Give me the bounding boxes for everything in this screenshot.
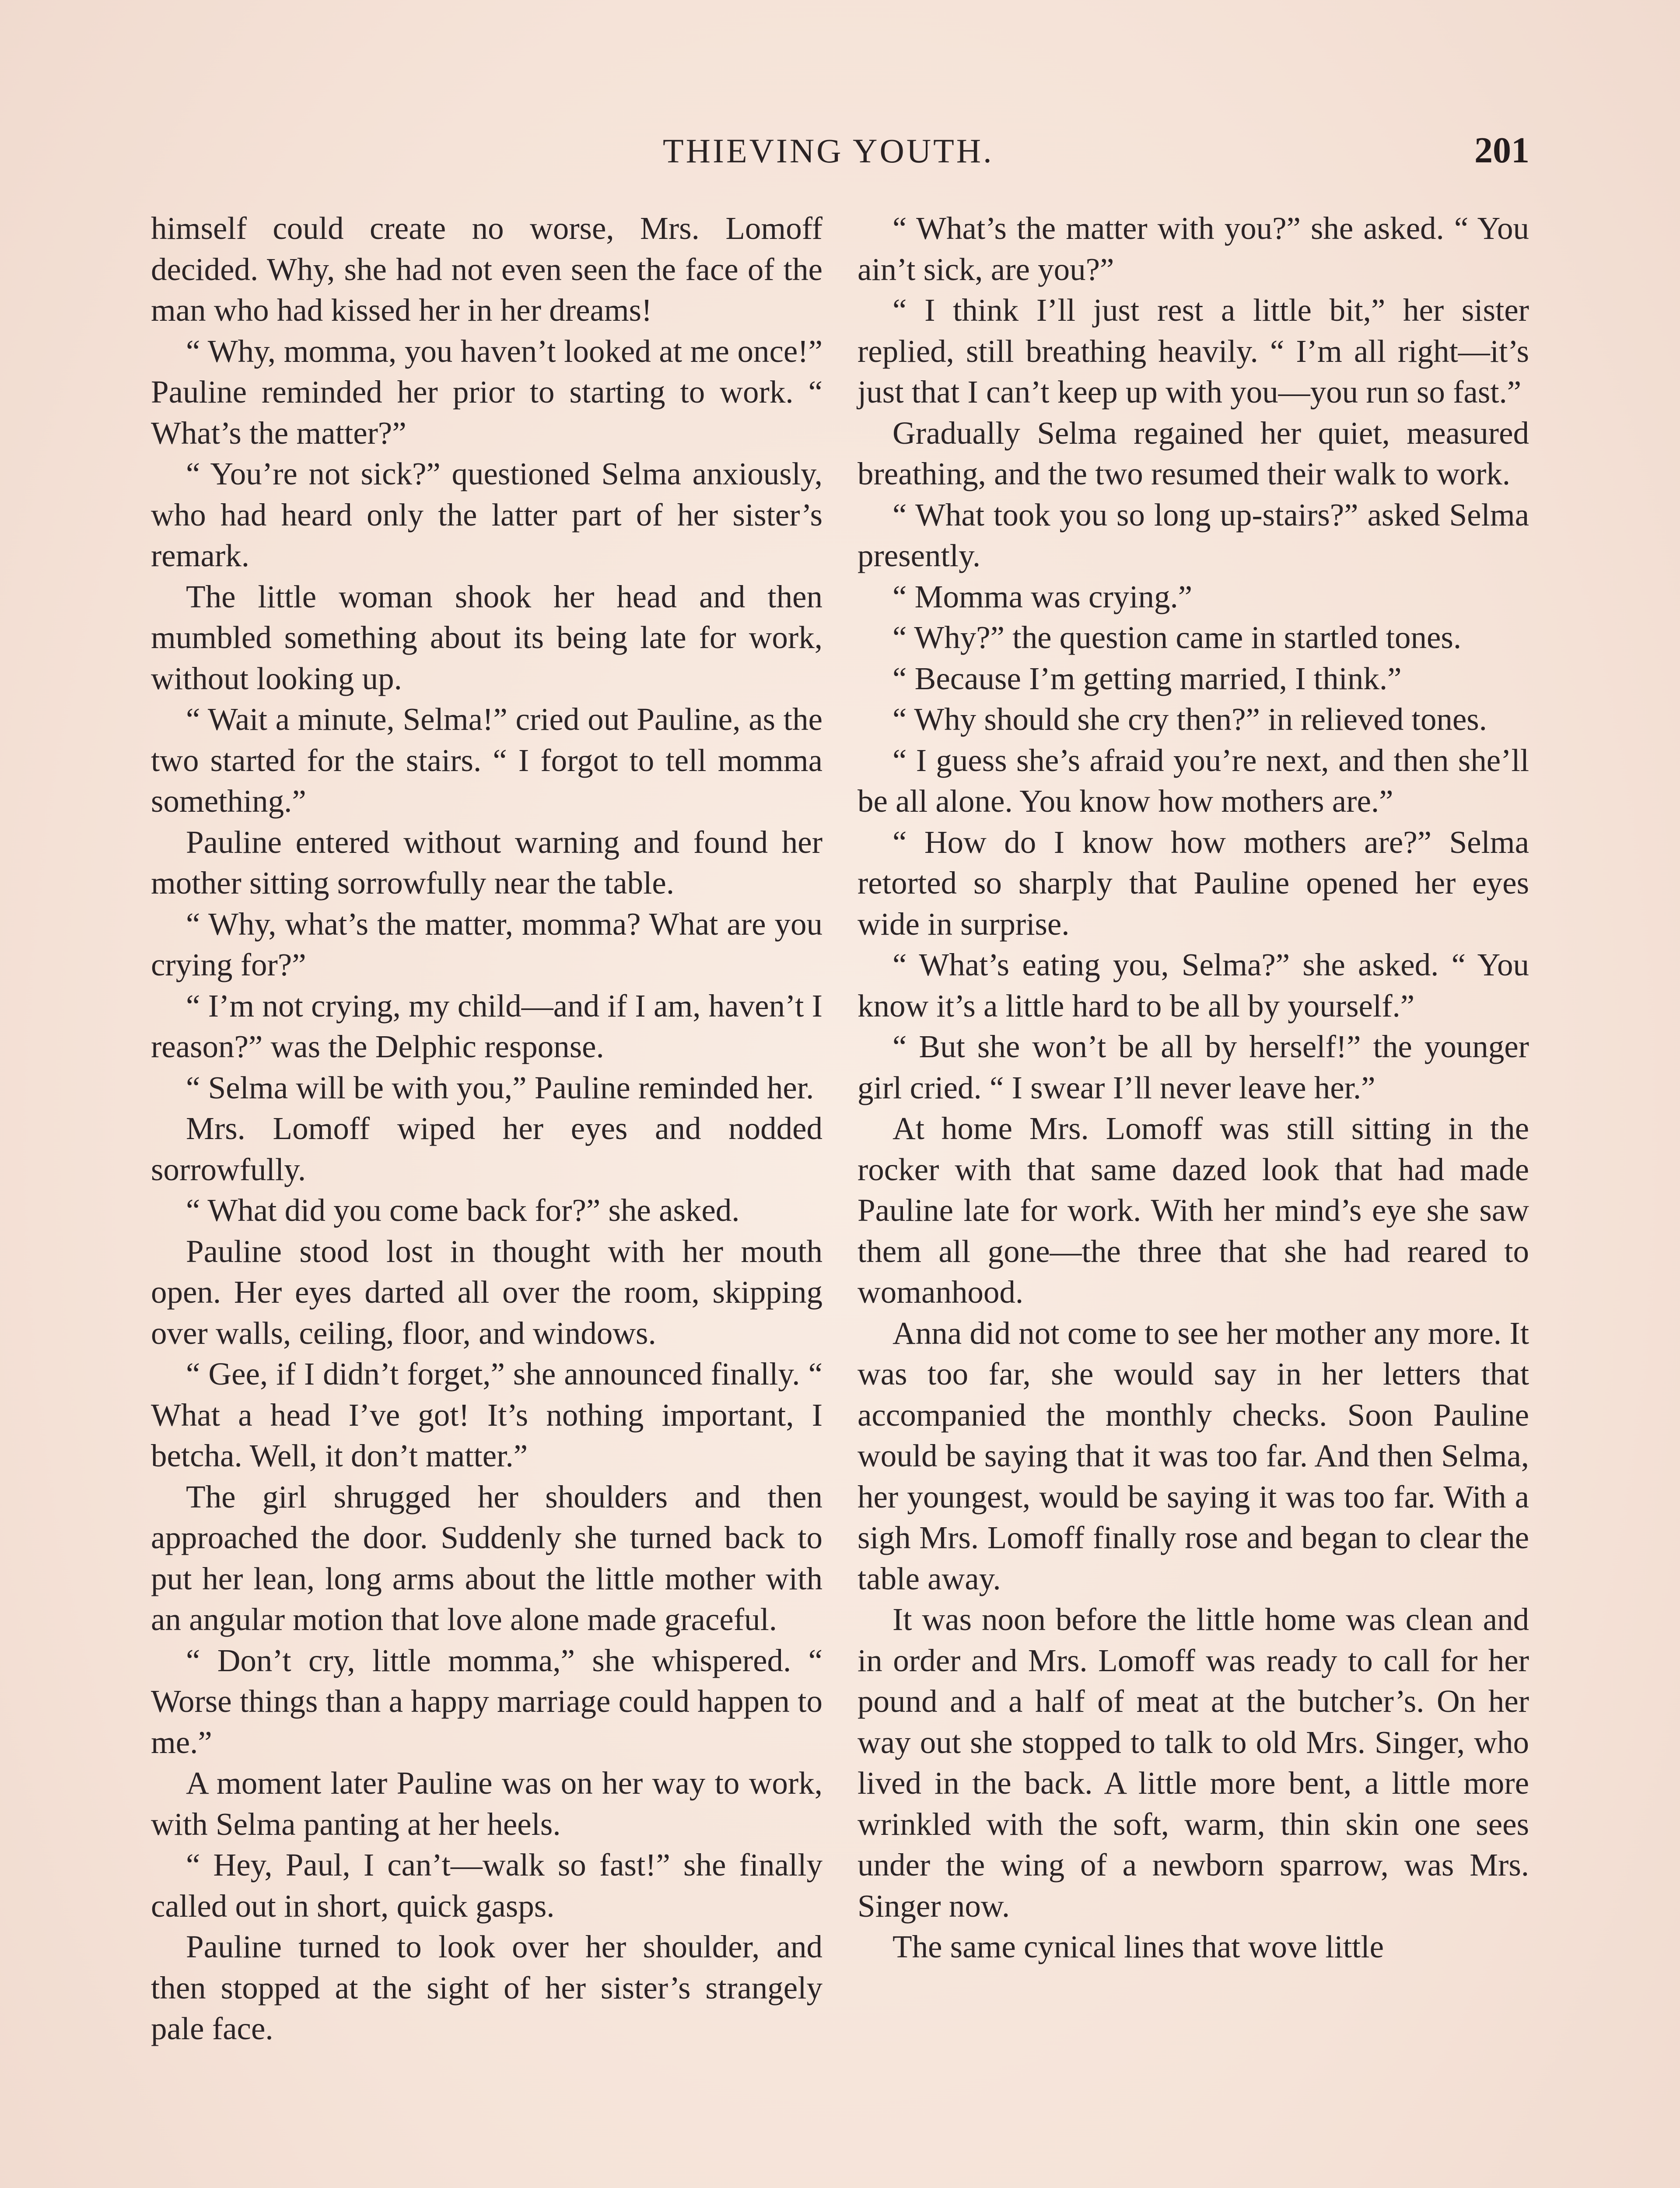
paragraph: At home Mrs. Lomoff was still sitting in the rocker with that same dazed look that had made Pauline late for work. With her mind’s eye she saw them all gone—the three that she had reared to womanhood. (858, 1111, 1529, 1310)
paragraph: “ Why?” the question came in startled tones. (892, 620, 1462, 655)
paragraph: “ But she won’t be all by herself!” the younger girl cried. “ I swear I’ll never leave her.” (858, 1029, 1529, 1105)
right-text-column (858, 208, 1529, 1967)
paragraph: Pauline turned to look over her shoulder, and then stopped at the sight of her sister’s strangely pale face. (151, 1929, 822, 2046)
paragraph: “ Wait a minute, Selma!” cried out Pauline, as the two started for the stairs. “ I forgot to tell momma something.” (151, 701, 822, 819)
paragraph: “ Why should she cry then?” in relieved tones. (892, 701, 1487, 737)
paragraph: “ Hey, Paul, I can’t—walk so fast!” she finally called out in short, quick gasps. (151, 1847, 822, 1924)
paragraph: Pauline stood lost in thought with her mouth open. Her eyes darted all over the room, skipping over walls, ceiling, floor, and windows. (151, 1233, 822, 1351)
left-text-column (151, 208, 822, 2049)
page-number: 201 (1474, 130, 1530, 171)
paragraph: “ Selma will be with you,” Pauline reminded her. (186, 1069, 814, 1105)
paragraph: “ What’s the matter with you?” she asked. “ You ain’t sick, are you?” (858, 210, 1529, 287)
paragraph: Pauline entered without warning and found her mother sitting sorrowfully near the table. (151, 824, 822, 901)
paragraph: “ You’re not sick?” questioned Selma anxiously, who had heard only the latter part of her sister’s remark. (151, 456, 822, 573)
paragraph: “ Why, momma, you haven’t looked at me once!” Pauline reminded her prior to starting to work. “ What’s the matter?” (151, 333, 822, 451)
paragraph: The same cynical lines that wove little (892, 1929, 1384, 1964)
paragraph: Gradually Selma regained her quiet, measured breathing, and the two resumed their walk to work. (858, 415, 1529, 491)
paragraph: “ I’m not crying, my child—and if I am, haven’t I reason?” was the Delphic response. (151, 988, 822, 1064)
paragraph: Mrs. Lomoff wiped her eyes and nodded sorrowfully. (151, 1111, 822, 1187)
paragraph: “ What’s eating you, Selma?” she asked. “ You know it’s a little hard to be all by yourself.” (858, 947, 1529, 1024)
paragraph: Anna did not come to see her mother any more. It was too far, she would say in her letters that accompanied the monthly checks. Soon Pauline would be saying that it was too far. And then Selma, her youngest, would be saying it was too far. With a sigh Mrs. Lomoff finally rose and began to clear the table away. (858, 1315, 1529, 1596)
paragraph: “ Why, what’s the matter, momma? What are you crying for?” (151, 906, 822, 982)
paragraph: “ Momma was crying.” (892, 579, 1193, 614)
paragraph: “ What took you so long up-stairs?” asked Selma presently. (858, 497, 1529, 573)
paragraph: The little woman shook her head and then mumbled something about its being late for work, without looking up. (151, 579, 822, 696)
running-title: THIEVING YOUTH. (663, 132, 994, 170)
paragraph: “ I guess she’s afraid you’re next, and then she’ll be all alone. You know how mothers are.” (858, 742, 1529, 819)
paragraph: himself could create no worse, Mrs. Lomoff decided. Why, she had not even seen the face of the man who had kissed her in her dreams! (151, 210, 822, 328)
paragraph: “ I think I’ll just rest a little bit,” her sister replied, still breathing heavily. “ I’m all right—it’s just that I can’t keep up with you—you run so fast.” (858, 292, 1529, 410)
paragraph: “ Gee, if I didn’t forget,” she announced finally. “ What a head I’ve got! It’s nothing important, I betcha. Well, it don’t matter.” (151, 1356, 822, 1473)
paragraph: “ What did you come back for?” she asked. (186, 1192, 740, 1228)
paragraph: “ Don’t cry, little momma,” she whispered. “ Worse things than a happy marriage could happen to me.” (151, 1642, 822, 1760)
paragraph: “ How do I know how mothers are?” Selma retorted so sharply that Pauline opened her eyes wide in surprise. (858, 824, 1529, 942)
paragraph: A moment later Pauline was on her way to work, with Selma panting at her heels. (151, 1765, 822, 1842)
paragraph: “ Because I’m getting married, I think.” (892, 660, 1402, 696)
paragraph: The girl shrugged her shoulders and then approached the door. Suddenly she turned back to put her lean, long arms about the little mother with an angular motion that love alone made graceful. (151, 1479, 822, 1637)
paragraph: It was noon before the little home was clean and in order and Mrs. Lomoff was ready to call for her pound and a half of meat at the butcher’s. On her way out she stopped to talk to old Mrs. Singer, who lived in the back. A little more bent, a little more wrinkled with the soft, warm, thin skin one sees under the wing of a newborn sparrow, was Mrs. Singer now. (858, 1602, 1529, 1924)
